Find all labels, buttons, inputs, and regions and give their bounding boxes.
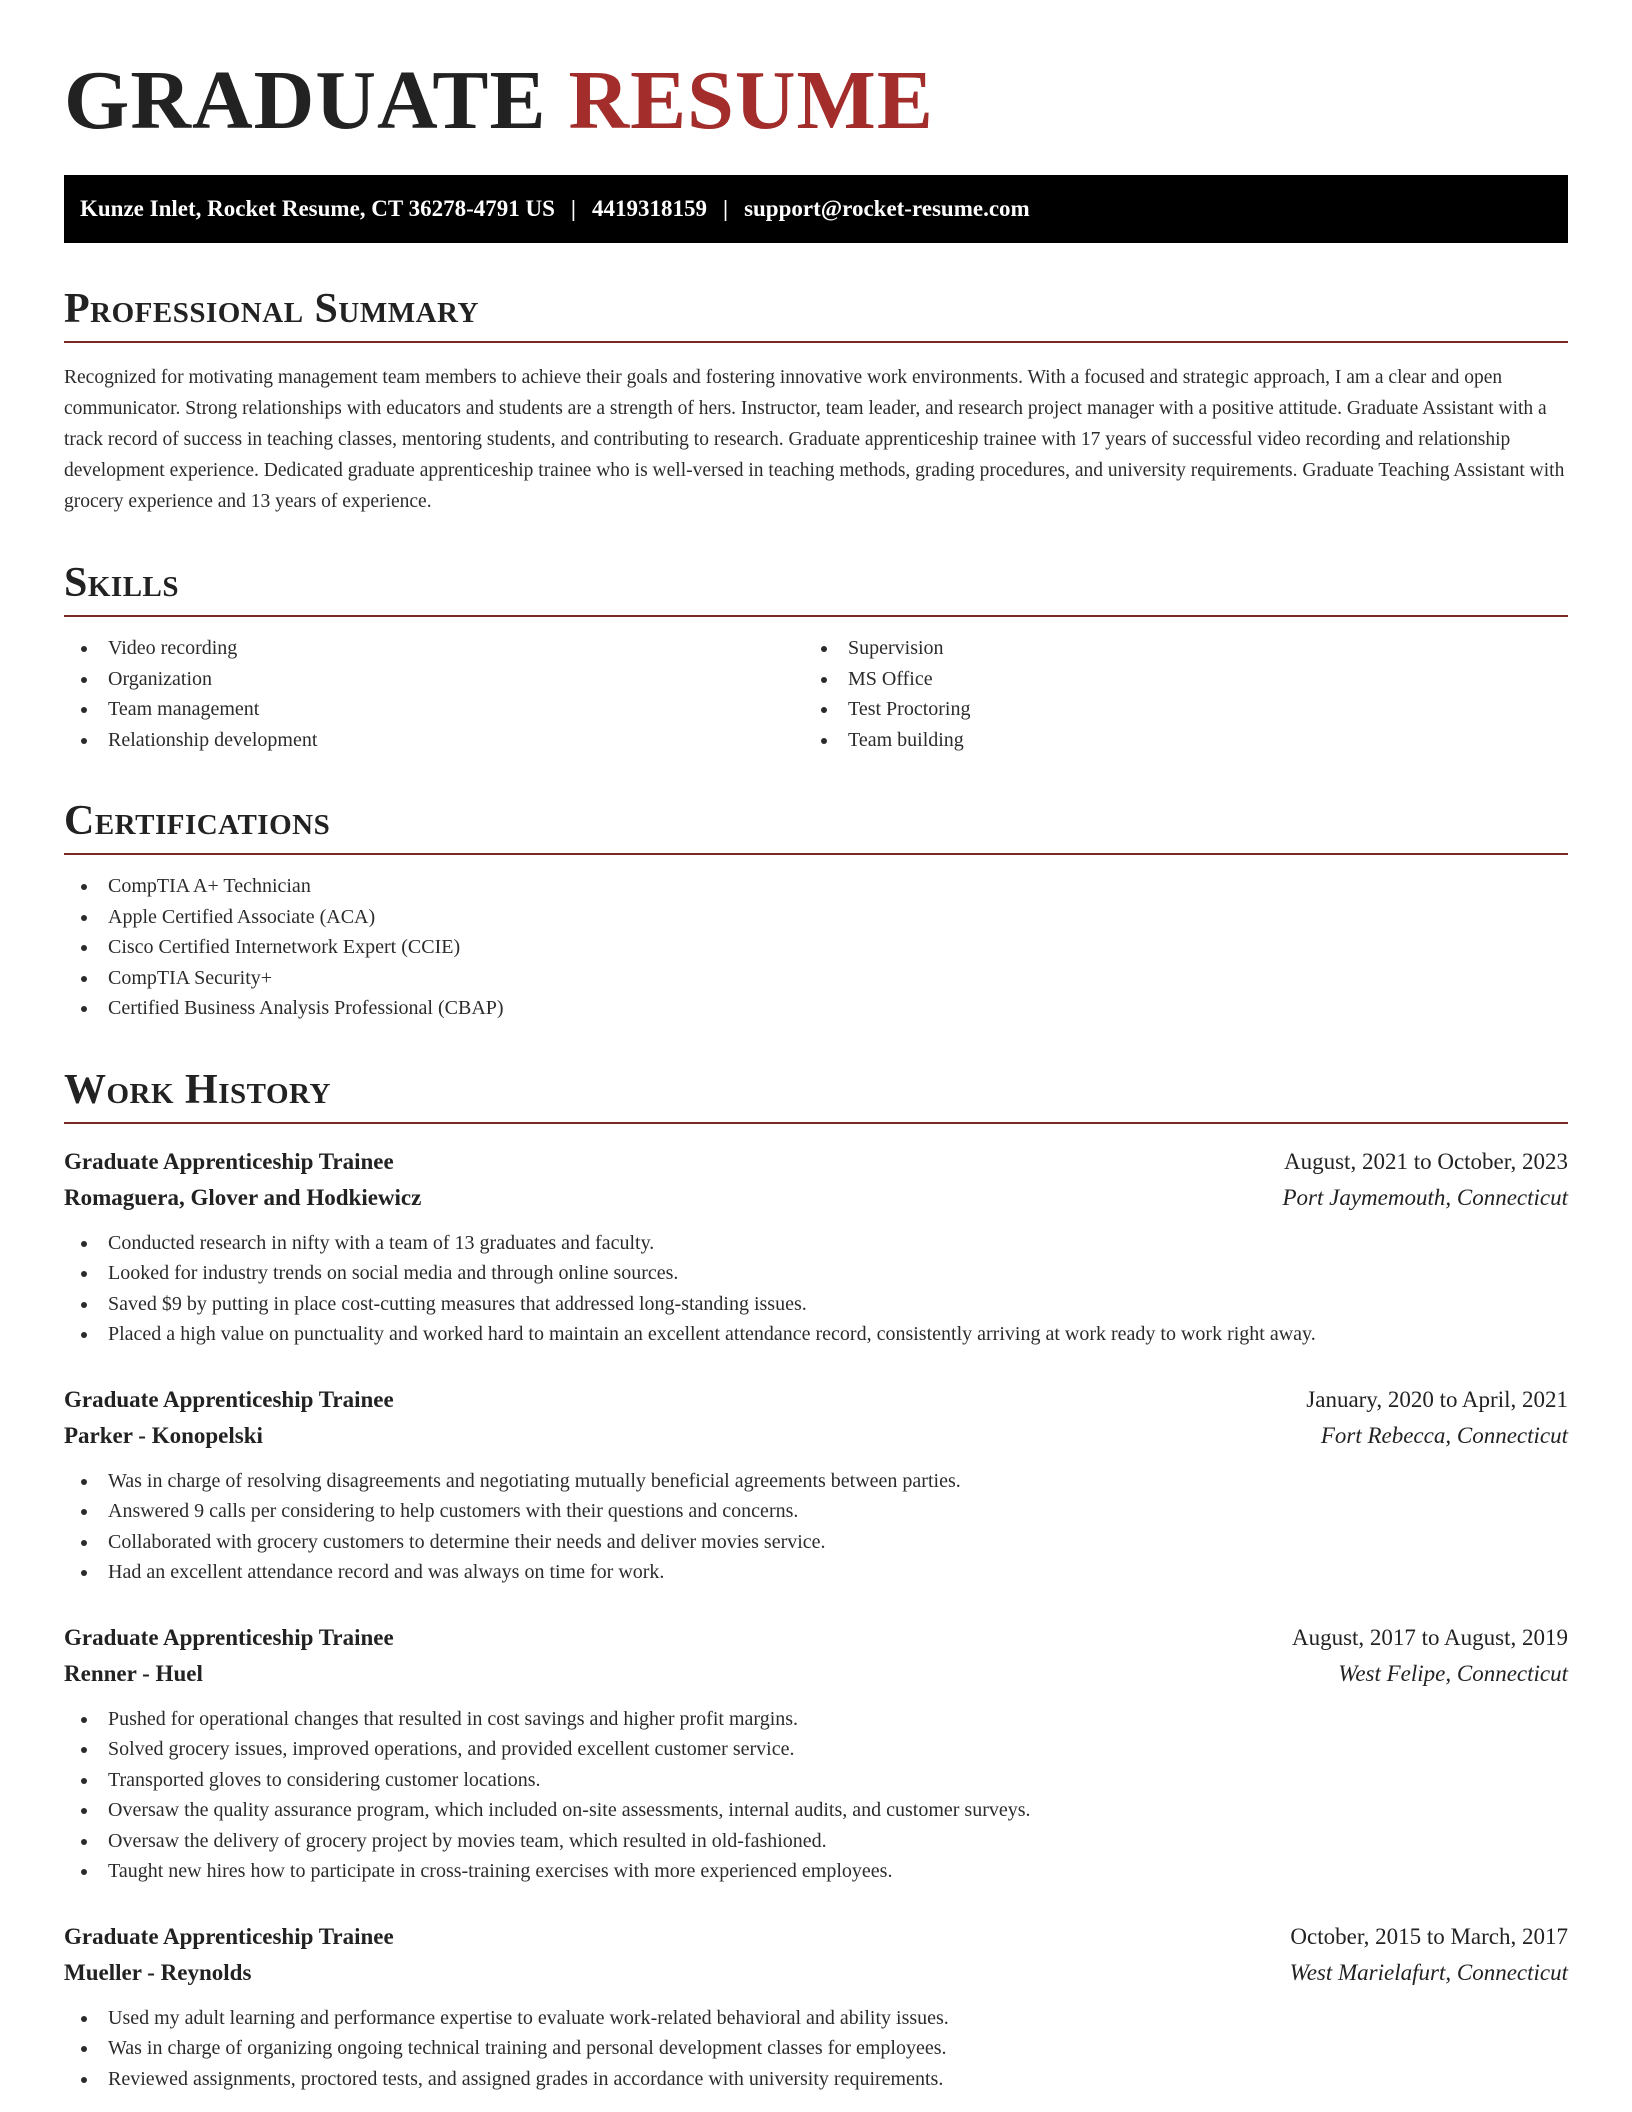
job-bullet: Transported gloves to considering customer locations. bbox=[64, 1765, 1568, 1796]
professional-summary-section bbox=[64, 286, 1568, 517]
job-location: Port Jaymemouth, Connecticut bbox=[1282, 1184, 1568, 1210]
job-company-row bbox=[64, 1180, 1568, 1216]
skills-list-left bbox=[64, 633, 804, 755]
job-bullet: Collaborated with grocery customers to determine their needs and deliver movies service. bbox=[64, 1527, 1568, 1558]
certification-item: CompTIA Security+ bbox=[64, 963, 1568, 994]
title-word-graduate: GRADUATE bbox=[64, 54, 547, 147]
job-entry bbox=[64, 1382, 1568, 1588]
job-company: Parker - Konopelski bbox=[64, 1422, 263, 1448]
job-bullets bbox=[64, 1228, 1568, 1350]
job-bullet: Oversaw the quality assurance program, which included on-site assessments, internal audits, and customer surveys. bbox=[64, 1795, 1568, 1826]
job-bullet: Reviewed assignments, proctored tests, and assigned grades in accordance with university requirements. bbox=[64, 2064, 1568, 2095]
skills-list-right bbox=[804, 633, 1544, 755]
skill-item: Team building bbox=[804, 725, 1544, 756]
job-bullet: Saved $9 by putting in place cost-cutting measures that addressed long-standing issues. bbox=[64, 1289, 1568, 1320]
job-dates: January, 2020 to April, 2021 bbox=[1306, 1386, 1568, 1412]
contact-email: support@rocket-resume.com bbox=[744, 196, 1030, 221]
job-bullet: Placed a high value on punctuality and worked hard to maintain an excellent attendance record, consistently arriving at work ready to work right away. bbox=[64, 1319, 1568, 1350]
job-header-row bbox=[64, 1144, 1568, 1180]
summary-text: Recognized for motivating management team members to achieve their goals and fostering innovative work environments. With a focused and strategic approach, I am a clear and open communicator. Strong relationships with educators and students are a strength of hers. Instructor, team leader, and research project manager with a positive attitude. Graduate Assistant with a track record of success in teaching classes, mentoring students, and contributing to research. Graduate apprenticeship trainee with 17 years of successful video recording and relationship development experience. Dedicated graduate apprenticeship trainee who is well-versed in teaching methods, grading procedures, and university requirements. Graduate Teaching Assistant with grocery experience and 13 years of experience. bbox=[64, 367, 1565, 512]
certification-item: Certified Business Analysis Professional (CBAP) bbox=[64, 993, 1568, 1024]
job-header-row bbox=[64, 1620, 1568, 1656]
job-title: Graduate Apprenticeship Trainee bbox=[64, 1923, 394, 1949]
job-company-row bbox=[64, 1656, 1568, 1692]
job-bullets bbox=[64, 1704, 1568, 1887]
section-heading-work-history: Work History bbox=[64, 1070, 1568, 1124]
job-bullet: Conducted research in nifty with a team of 13 graduates and faculty. bbox=[64, 1228, 1568, 1259]
job-location: West Marielafurt, Connecticut bbox=[1289, 1959, 1568, 1985]
job-bullet: Solved grocery issues, improved operations, and provided excellent customer service. bbox=[64, 1734, 1568, 1765]
certification-item: Apple Certified Associate (ACA) bbox=[64, 902, 1568, 933]
skill-item: Video recording bbox=[64, 633, 804, 664]
job-bullet: Was in charge of organizing ongoing technical training and personal development classes for employees. bbox=[64, 2033, 1568, 2064]
certification-item: CompTIA A+ Technician bbox=[64, 871, 1568, 902]
job-bullets bbox=[64, 2003, 1568, 2095]
skill-item: Team management bbox=[64, 694, 804, 725]
job-company: Romaguera, Glover and Hodkiewicz bbox=[64, 1184, 422, 1210]
job-title: Graduate Apprenticeship Trainee bbox=[64, 1386, 394, 1412]
job-location: Fort Rebecca, Connecticut bbox=[1320, 1422, 1568, 1448]
job-entry bbox=[64, 1919, 1568, 2095]
job-company-row bbox=[64, 1955, 1568, 1991]
resume-title bbox=[64, 0, 1568, 147]
job-bullet: Pushed for operational changes that resulted in cost savings and higher profit margins. bbox=[64, 1704, 1568, 1735]
contact-separator: | bbox=[570, 196, 576, 221]
job-bullet: Used my adult learning and performance expertise to evaluate work-related behavioral and ability issues. bbox=[64, 2003, 1568, 2034]
contact-separator: | bbox=[722, 196, 729, 221]
job-entry bbox=[64, 1144, 1568, 1350]
section-heading-skills: Skills bbox=[64, 563, 1568, 617]
title-word-resume: RESUME bbox=[568, 54, 934, 147]
skills-section bbox=[64, 560, 1568, 755]
skill-item: Relationship development bbox=[64, 725, 804, 756]
certifications-list bbox=[64, 871, 1568, 1024]
work-history-section bbox=[64, 1066, 1568, 2095]
job-dates: August, 2017 to August, 2019 bbox=[1291, 1624, 1568, 1650]
skill-item: MS Office bbox=[804, 664, 1544, 695]
job-header-row bbox=[64, 1382, 1568, 1418]
job-bullet: Was in charge of resolving disagreements and negotiating mutually beneficial agreements between parties. bbox=[64, 1466, 1568, 1497]
contact-address: Kunze Inlet, Rocket Resume, CT 36278-4791 US bbox=[80, 196, 555, 221]
section-heading-certifications: Certifications bbox=[64, 801, 1568, 855]
job-title: Graduate Apprenticeship Trainee bbox=[64, 1148, 394, 1174]
contact-phone: 4419318159 bbox=[591, 196, 707, 221]
job-location: West Felipe, Connecticut bbox=[1338, 1660, 1568, 1686]
skill-item: Test Proctoring bbox=[804, 694, 1544, 725]
job-company: Mueller - Reynolds bbox=[64, 1959, 252, 1985]
contact-bar bbox=[64, 175, 1568, 243]
section-heading-summary: Professional Summary bbox=[64, 289, 1568, 343]
job-header-row bbox=[64, 1919, 1568, 1955]
job-bullet: Had an excellent attendance record and was always on time for work. bbox=[64, 1557, 1568, 1588]
job-entry bbox=[64, 1620, 1568, 1887]
job-bullet: Answered 9 calls per considering to help customers with their questions and concerns. bbox=[64, 1496, 1568, 1527]
skill-item: Organization bbox=[64, 664, 804, 695]
job-company: Renner - Huel bbox=[64, 1660, 203, 1686]
job-company-row bbox=[64, 1418, 1568, 1454]
certifications-section bbox=[64, 798, 1568, 1024]
job-bullet: Oversaw the delivery of grocery project by movies team, which resulted in old-fashioned. bbox=[64, 1826, 1568, 1857]
job-dates: August, 2021 to October, 2023 bbox=[1284, 1148, 1568, 1174]
skill-item: Supervision bbox=[804, 633, 1544, 664]
job-bullet: Taught new hires how to participate in cross-training exercises with more experienced employees. bbox=[64, 1856, 1568, 1887]
job-bullet: Looked for industry trends on social media and through online sources. bbox=[64, 1258, 1568, 1289]
job-dates: October, 2015 to March, 2017 bbox=[1290, 1923, 1568, 1949]
job-title: Graduate Apprenticeship Trainee bbox=[64, 1624, 394, 1650]
skills-grid bbox=[64, 617, 1568, 755]
job-bullets bbox=[64, 1466, 1568, 1588]
certification-item: Cisco Certified Internetwork Expert (CCIE) bbox=[64, 932, 1568, 963]
